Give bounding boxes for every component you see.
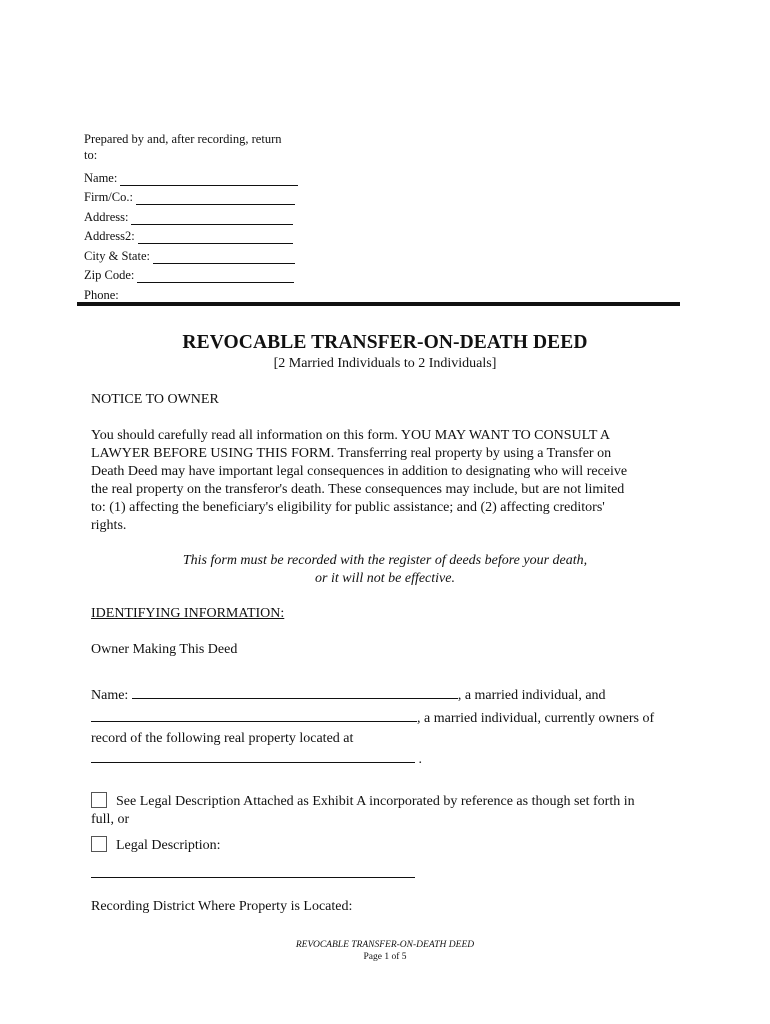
- location-period: .: [418, 752, 422, 767]
- footer-page-number: Page 1 of 5: [363, 952, 407, 962]
- owner-heading: Owner Making This Deed: [91, 642, 238, 657]
- legal-attached-line2: full, or: [91, 812, 130, 827]
- document-title: REVOCABLE TRANSFER-ON-DEATH DEED: [182, 332, 588, 353]
- legal-attached-text: [91, 793, 691, 829]
- owner-name-line1: [91, 685, 691, 706]
- page-footer: [0, 939, 770, 963]
- notice-line: You should carefully read all information on this form. YOU MAY WANT TO CONSULT A: [91, 428, 611, 443]
- footer-doc-title: REVOCABLE TRANSFER-ON-DEATH DEED: [295, 940, 475, 950]
- owner-name-line2: [91, 708, 691, 729]
- prepared-address-label: Address:: [84, 209, 129, 224]
- legal-description-checkbox[interactable]: [91, 836, 107, 852]
- prepared-name-field[interactable]: [120, 172, 298, 186]
- prepared-phone-label: Phone:: [84, 287, 119, 302]
- prepared-address2-field[interactable]: [138, 230, 293, 244]
- identifying-heading: IDENTIFYING INFORMATION:: [91, 606, 285, 621]
- prepared-name-row: [84, 166, 304, 186]
- recording-notice-line2: or it will not be effective.: [315, 571, 455, 586]
- prepared-zip-label: Zip Code:: [84, 268, 135, 282]
- property-location-field[interactable]: [91, 749, 415, 763]
- owner1-name-field[interactable]: [132, 685, 458, 699]
- prepared-city-state-field[interactable]: [153, 250, 295, 264]
- prepared-zip-field[interactable]: [137, 269, 294, 283]
- owner2-suffix: , a married individual, currently owners of: [417, 711, 655, 726]
- header-divider: [77, 302, 680, 306]
- prepared-by-block: [84, 131, 304, 303]
- legal-description-field[interactable]: [91, 864, 415, 878]
- prepared-name-label: Name:: [84, 170, 118, 185]
- notice-line: LAWYER BEFORE USING THIS FORM. Transferring real property by using a Transfer on: [91, 446, 612, 461]
- recording-notice-line1: This form must be recorded with the register of deeds before your death,: [182, 553, 588, 568]
- owner1-suffix: , a married individual, and: [457, 688, 606, 703]
- prepared-address2-label: Address2:: [84, 229, 135, 243]
- prepared-address-field[interactable]: [131, 211, 293, 225]
- notice-paragraph: [91, 427, 681, 535]
- legal-description-label: Legal Description:: [116, 838, 221, 853]
- prepared-firm-field[interactable]: [136, 191, 295, 205]
- prepared-by-intro-line1: Prepared by and, after recording, return: [84, 132, 282, 146]
- notice-line: rights.: [91, 518, 127, 533]
- notice-line: to: (1) affecting the beneficiary's eligibility for public assistance; and (2) affecting creditors': [91, 500, 605, 515]
- recording-district-label: Recording District Where Property is Located:: [91, 899, 353, 914]
- prepared-firm-row: [84, 186, 304, 206]
- owner-name-label: Name:: [91, 688, 129, 703]
- prepared-by-intro: [84, 131, 304, 163]
- notice-heading: NOTICE TO OWNER: [91, 392, 219, 407]
- prepared-by-intro-line2: to:: [84, 148, 98, 162]
- owner-name-block: [91, 685, 691, 770]
- prepared-city-state-label: City & State:: [84, 248, 150, 263]
- legal-attached-line1: See Legal Description Attached as Exhibit A incorporated by reference as though set forth in: [116, 794, 635, 809]
- notice-line: Death Deed may have important legal consequences in addition to designating who will receive: [91, 464, 628, 479]
- prepared-zip-row: [84, 264, 304, 284]
- owner-record-line: record of the following real property located at: [91, 731, 354, 746]
- prepared-address-row: [84, 205, 304, 225]
- prepared-address2-row: [84, 225, 304, 245]
- document-subtitle: [2 Married Individuals to 2 Individuals]: [273, 356, 497, 371]
- owner2-name-field[interactable]: [91, 708, 417, 722]
- notice-line: the real property on the transferor's death. These consequences may include, but are not limited: [91, 482, 625, 497]
- recording-notice: [0, 552, 770, 588]
- prepared-phone-field[interactable]: [122, 289, 296, 303]
- prepared-phone-row: [84, 283, 304, 303]
- prepared-firm-label: Firm/Co.:: [84, 190, 133, 204]
- owner-location-line: [91, 749, 691, 770]
- prepared-city-state-row: [84, 244, 304, 264]
